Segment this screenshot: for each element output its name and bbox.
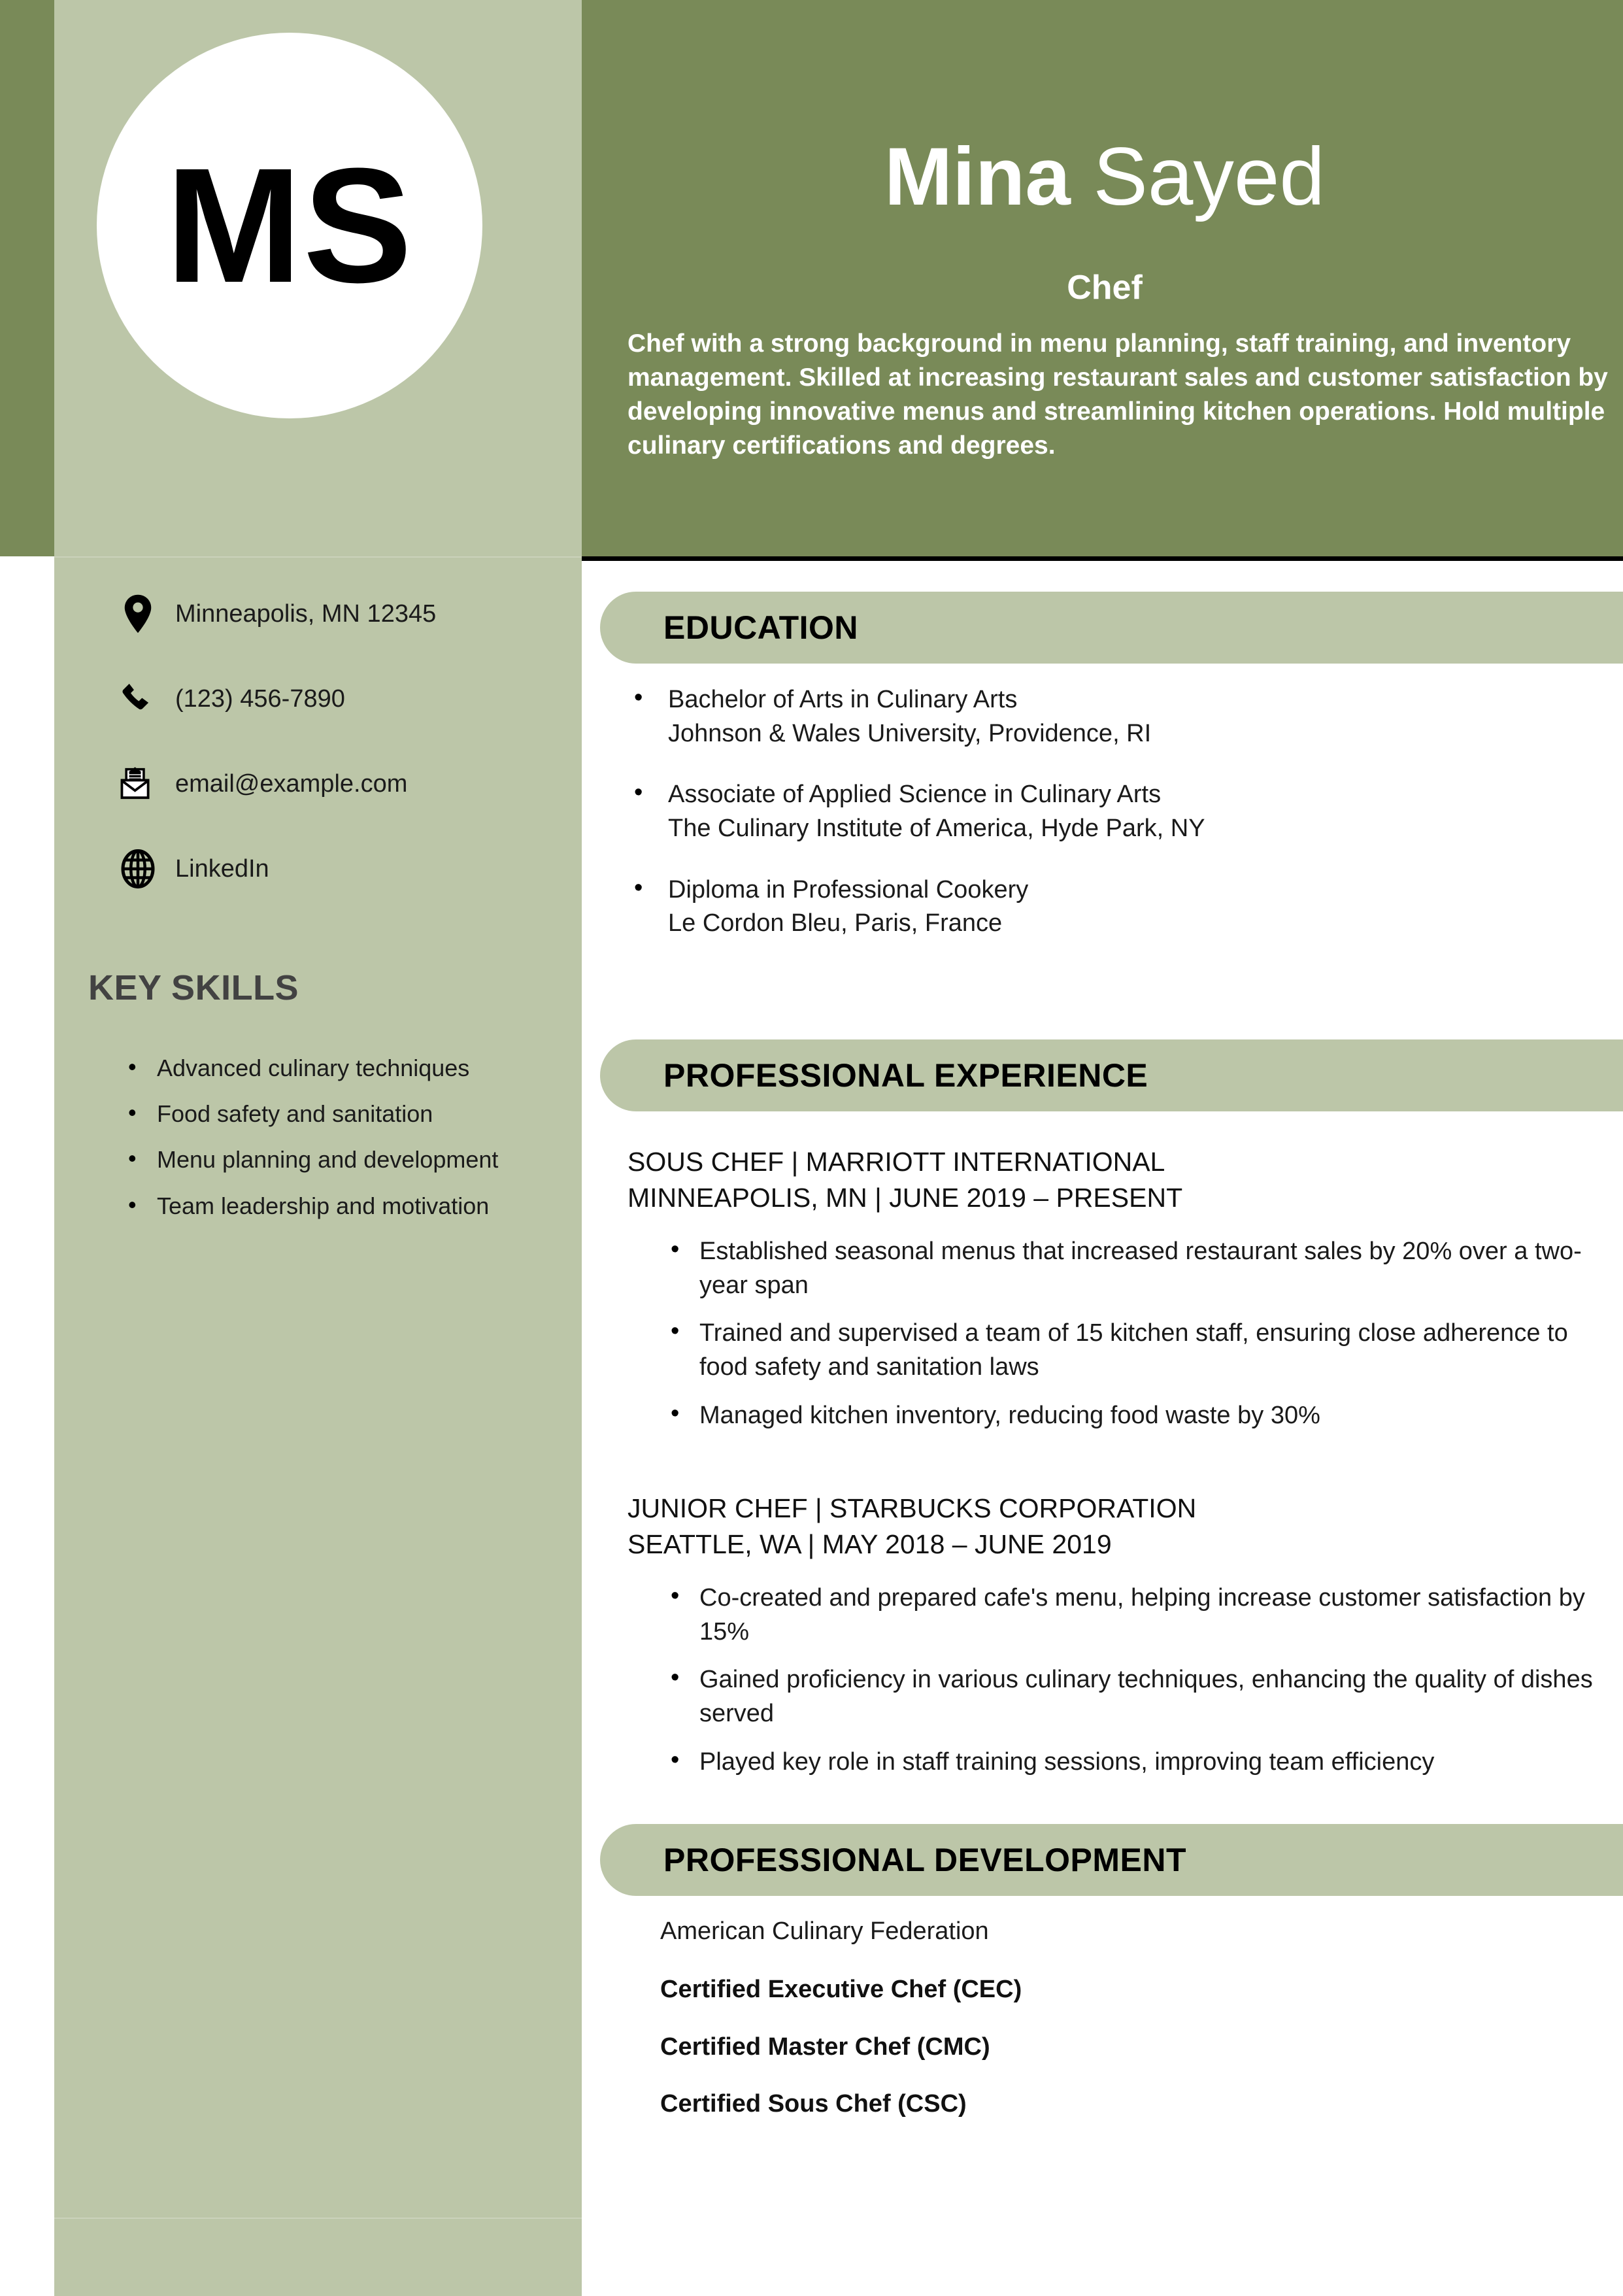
job-bullets [667,1581,1608,1779]
list-item: • Co-created and prepared cafe's menu, helping increase customer satisfaction by 15% [667,1581,1608,1649]
section-header-development [600,1824,1623,1896]
envelope-icon [118,764,158,804]
phone-icon [118,679,158,719]
list-item [627,778,1595,845]
contact-list [118,592,575,932]
sidebar-seam-top [54,556,582,558]
education-list [627,683,1595,968]
experience-entry-1 [627,1144,1608,1447]
sidebar-seam-bottom [54,2218,582,2219]
section-header-education [600,592,1623,664]
section-title: EDUCATION [663,609,859,646]
list-item: • Team leadership and motivation [123,1190,567,1222]
job-location-dates: SEATTLE, WA | MAY 2018 – JUNE 2019 [627,1528,1112,1559]
certification-item: Certified Sous Chef (CSC) [660,2090,967,2118]
header-divider-rule [582,556,1623,561]
first-name: Mina [884,131,1071,222]
education-degree: Bachelor of Arts in Culinary Arts [668,686,1018,713]
job-title-company: SOUS CHEF | MARRIOTT INTERNATIONAL [627,1147,1165,1177]
list-item: • Played key role in staff training sessions, improving team efficiency [667,1746,1608,1780]
experience-entry-2 [627,1491,1608,1793]
section-title: PROFESSIONAL EXPERIENCE [663,1057,1148,1094]
avatar [97,33,482,418]
section-header-experience [600,1039,1623,1111]
skills-list [123,1053,567,1236]
last-name: Sayed [1093,131,1325,222]
contact-item-email[interactable] [118,762,575,806]
list-item: • Advanced culinary techniques [123,1053,567,1084]
list-item: • Gained proficiency in various culinary techniques, enhancing the quality of dishes served [667,1663,1608,1730]
left-accent-strip [0,0,54,556]
list-item: • Established seasonal menus that increased restaurant sales by 20% over a two-year span [667,1235,1608,1302]
contact-item-location[interactable] [118,592,575,636]
education-school: Le Cordon Bleu, Paris, France [668,909,1003,937]
job-title: Chef [1067,269,1143,307]
contact-email-text: email@example.com [175,770,408,798]
list-item: • Trained and supervised a team of 15 kitchen staff, ensuring close adherence to food safety and sanitation laws [667,1317,1608,1384]
education-degree: Diploma in Professional Cookery [668,875,1029,903]
list-item [627,683,1595,751]
contact-linkedin-text: LinkedIn [175,855,269,883]
profile-summary: Chef with a strong background in menu planning, staff training, and inventory management. Skilled at increasing restaurant sales and customer satisfaction by developing innovative menus and streamlining kitchen operations. Hold multiple culinary certifications and degrees. [627,329,1608,460]
list-item [627,873,1595,941]
contact-item-phone[interactable] [118,677,575,721]
job-title-company: JUNIOR CHEF | STARBUCKS CORPORATION [627,1493,1197,1523]
education-school: The Culinary Institute of America, Hyde Park, NY [668,815,1205,843]
map-pin-icon [118,594,158,634]
education-degree: Associate of Applied Science in Culinary Arts [668,781,1162,809]
development-organization: American Culinary Federation [660,1917,989,1945]
certification-item: Certified Master Chef (CMC) [660,2033,990,2061]
avatar-initials: MS [165,134,414,316]
contact-item-linkedin[interactable] [118,847,575,891]
job-bullets [667,1235,1608,1432]
list-item: • Menu planning and development [123,1144,567,1175]
development-block [660,1916,1575,2146]
certification-item: Certified Executive Chef (CEC) [660,1976,1022,2004]
contact-location-text: Minneapolis, MN 12345 [175,600,437,628]
page-title [614,131,1595,222]
list-item: • Managed kitchen inventory, reducing food waste by 30% [667,1399,1608,1433]
globe-icon [118,849,158,889]
skills-heading: KEY SKILLS [88,968,299,1007]
education-school: Johnson & Wales University, Providence, RI [668,719,1152,747]
section-title: PROFESSIONAL DEVELOPMENT [663,1842,1187,1878]
contact-phone-text: (123) 456-7890 [175,685,345,713]
job-location-dates: MINNEAPOLIS, MN | JUNE 2019 – PRESENT [627,1182,1183,1213]
list-item: • Food safety and sanitation [123,1098,567,1130]
